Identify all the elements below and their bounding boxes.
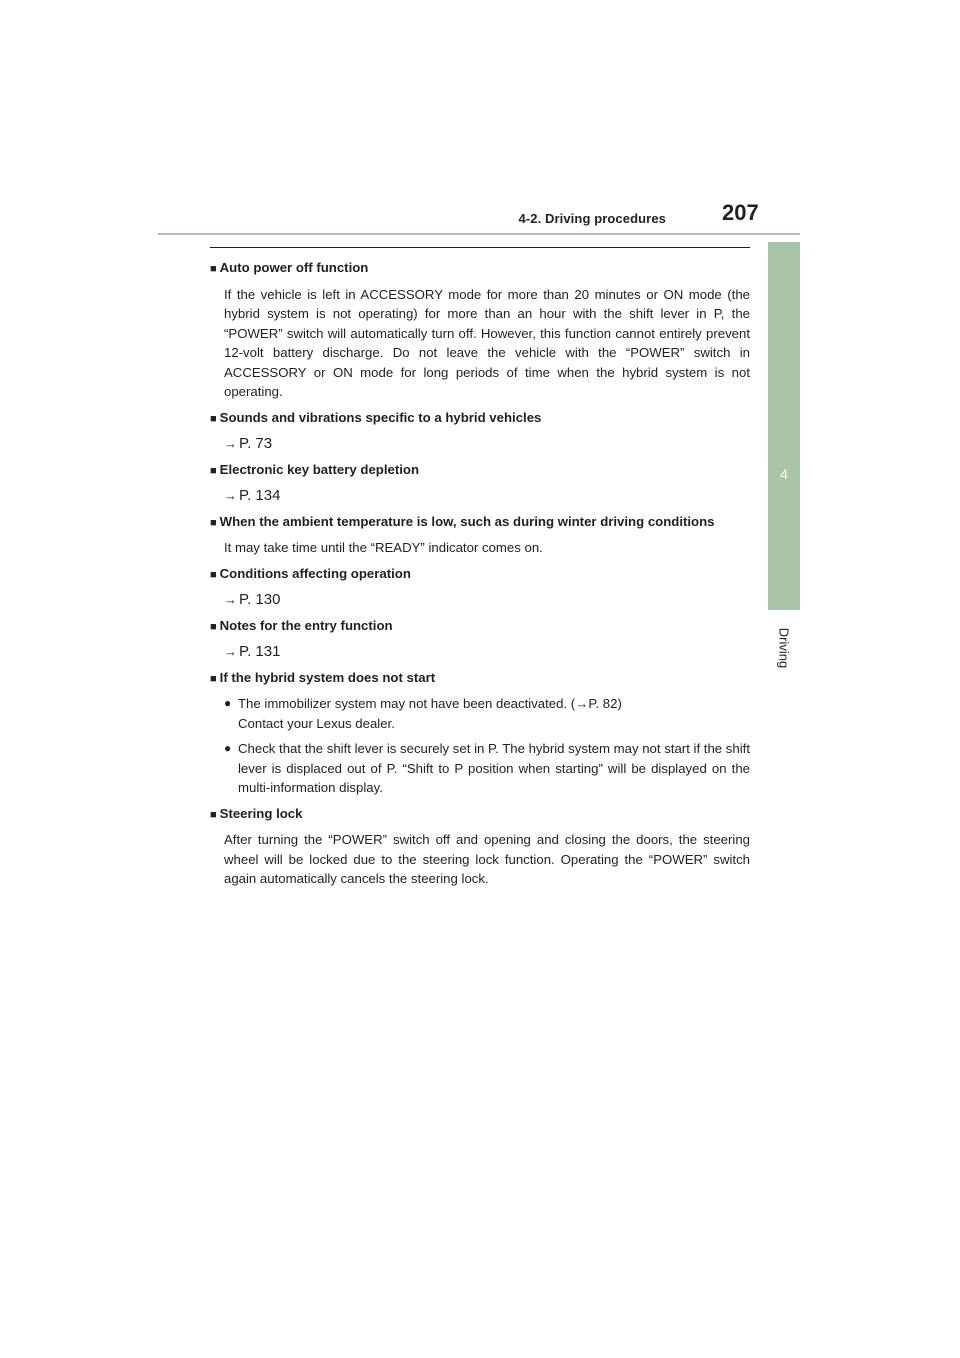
page-reference-text: P. 73 <box>239 435 273 452</box>
square-marker-icon: ■ <box>210 808 217 821</box>
content-divider <box>210 247 750 248</box>
bullet-item <box>224 694 750 733</box>
section-heading-text: Conditions affecting operation <box>219 565 411 581</box>
right-arrow-icon: → <box>575 696 589 711</box>
square-marker-icon: ■ <box>210 516 217 529</box>
page-reference-link[interactable] <box>224 642 750 662</box>
square-marker-icon: ■ <box>210 263 217 275</box>
content-body <box>210 258 750 893</box>
section-heading <box>210 616 750 638</box>
section-heading <box>210 804 750 826</box>
header-divider <box>158 233 800 235</box>
bullet-circle-icon: ● <box>224 741 232 755</box>
section-heading-text: When the ambient temperature is low, such as during winter driving conditions <box>219 513 715 529</box>
section-paragraph: It may take time until the “READY” indicator comes on. <box>224 540 543 555</box>
page-reference-text: P. 134 <box>239 487 281 504</box>
page-number: 207 <box>722 200 759 225</box>
right-arrow-icon: → <box>224 436 237 451</box>
section-heading <box>210 460 750 482</box>
square-marker-icon: ■ <box>210 568 217 581</box>
square-marker-icon: ■ <box>210 412 217 425</box>
section-paragraph: After turning the “POWER” switch off and opening and closing the doors, the steering wheel will be locked due to the steering lock function. Operating the “POWER” switch again automatically cancels the steering lock. <box>224 832 750 886</box>
page-reference-link[interactable] <box>224 590 750 610</box>
section-heading-text: Sounds and vibrations specific to a hybrid vehicles <box>219 409 542 425</box>
bullet-circle-icon: ● <box>224 696 232 710</box>
page-reference-link[interactable] <box>224 486 750 506</box>
right-arrow-icon: → <box>224 592 237 607</box>
page-header <box>0 0 960 240</box>
square-marker-icon: ■ <box>210 620 217 633</box>
section-heading <box>210 512 750 534</box>
section-heading-text: Notes for the entry function <box>219 617 393 633</box>
section-heading <box>210 408 750 430</box>
page-reference-link[interactable] <box>224 434 750 454</box>
section-title: 4-2. Driving procedures <box>518 211 666 226</box>
page-reference-text: P. 130 <box>239 591 281 608</box>
square-marker-icon: ■ <box>210 464 217 477</box>
right-arrow-icon: → <box>224 488 237 503</box>
square-marker-icon: ■ <box>210 672 217 685</box>
right-arrow-icon: → <box>224 644 237 659</box>
chapter-side-label <box>764 618 804 678</box>
section-heading <box>210 564 750 586</box>
section-heading <box>210 258 750 280</box>
section-paragraph: If the vehicle is left in ACCESSORY mode for more than 20 minutes or ON mode (the hybrid system is not operating) for more than an hour with the shift lever in P, the “POWER” switch will automatically turn off. However, this function cannot entirely prevent 12-volt battery discharge. Do not leave the vehicle with the “POWER” switch in ACCESSORY or ON mode for long periods of time when the hybrid system is not operating. <box>224 286 750 399</box>
page-reference-text: P. 131 <box>239 643 281 660</box>
chapter-side-label-text: Driving <box>776 627 792 669</box>
chapter-tab-number: 4 <box>780 466 788 482</box>
bullet-text: Check that the shift lever is securely set in P. The hybrid system may not start if the shift lever is displaced out of P. “Shift to P position when starting” will be displayed on the multi-information display. <box>238 741 750 795</box>
bullet-item <box>224 739 750 798</box>
page-reference-link[interactable]: →P. 82 <box>575 696 618 711</box>
chapter-tab[interactable] <box>768 242 800 610</box>
bullet-text: The immobilizer system may not have been deactivated. (→P. 82) Contact your Lexus dealer. <box>238 696 622 731</box>
section-heading-text: Electronic key battery depletion <box>219 461 419 477</box>
section-heading-text: Steering lock <box>219 805 303 821</box>
section-heading-text: Auto power off function <box>219 260 369 275</box>
section-heading-text: If the hybrid system does not start <box>219 669 436 685</box>
section-heading <box>210 668 750 690</box>
